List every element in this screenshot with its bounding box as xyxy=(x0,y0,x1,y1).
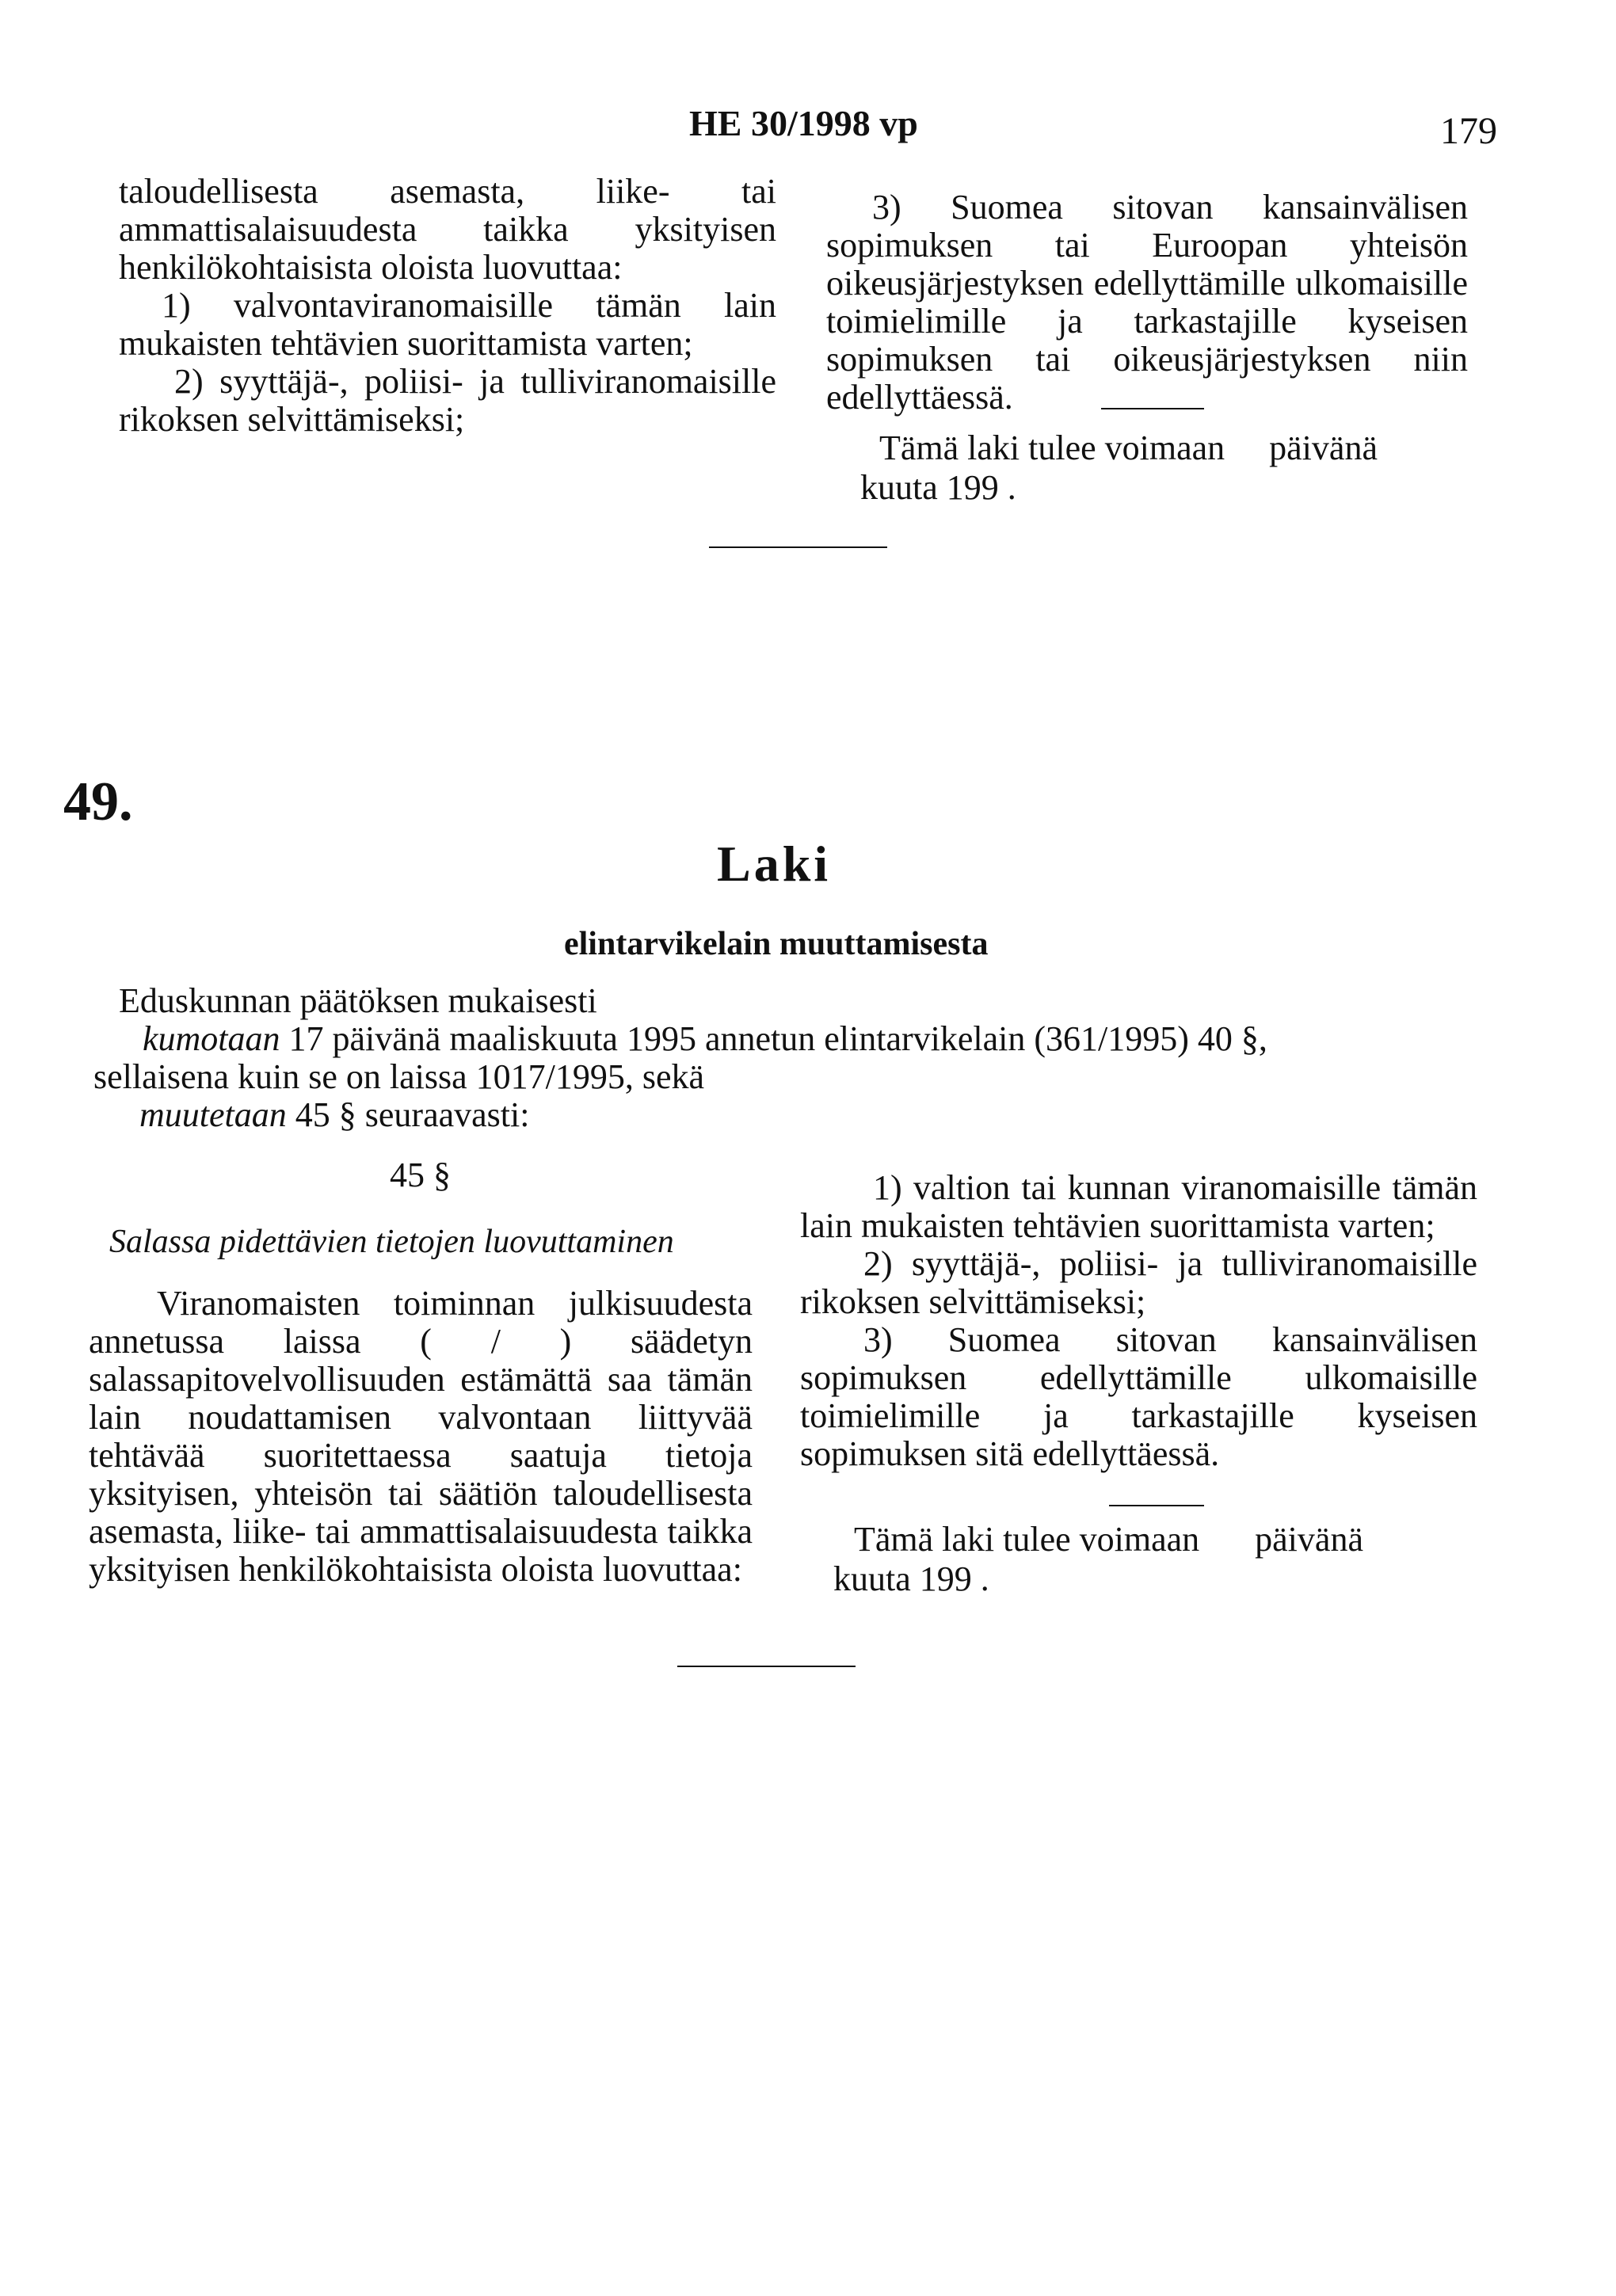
effect-text-b: päivänä xyxy=(1269,428,1378,467)
section-45-number: 45 § xyxy=(390,1156,451,1194)
bottom-right-effect-line xyxy=(854,1521,1363,1559)
preamble-line-2 xyxy=(143,1020,1267,1058)
top-left-column xyxy=(119,173,776,439)
top-right-column xyxy=(826,188,1468,417)
effect-text-b-2: päivänä xyxy=(1255,1520,1363,1559)
page-number: 179 xyxy=(1440,110,1497,152)
section-number: 49. xyxy=(63,771,133,832)
bottom-right-item-3: 3) Suomea sitovan kansainvälisen sopimuksen edellyttämille ulkomaisille toimielimille ja tarkastajille kyseisen sopimuksen sitä edellyttäessä. xyxy=(800,1320,1477,1473)
top-left-item-2: 2) syyttäjä-, poliisi- ja tulliviranomaisille rikoksen selvittämiseksi; xyxy=(119,362,776,439)
law-title: Laki xyxy=(717,836,832,892)
preamble-line-3: sellaisena kuin se on laissa 1017/1995, sekä xyxy=(93,1057,705,1096)
preamble-line-4-rest: 45 § seuraavasti: xyxy=(286,1095,530,1134)
preamble-line-1: Eduskunnan päätöksen mukaisesti xyxy=(119,981,597,1020)
bottom-right-item-2: 2) syyttäjä-, poliisi- ja tulliviranomaisille rikoksen selvittämiseksi; xyxy=(800,1244,1477,1321)
law-subtitle: elintarvikelain muuttamisesta xyxy=(564,926,989,962)
bottom-right-column xyxy=(800,1169,1477,1473)
section-45-para: Viranomaisten toiminnan julkisuudesta annetussa laissa ( / ) säädetyn salassapitovelvollisuuden estämättä saa tämän lain noudattamisen valvontaan liittyvää tehtävää suoritettaessa saatuja tietoja yksityisen, yhteisön tai säätiön taloudellisesta asemasta, liike- tai ammattisalaisuudesta taikka yksityisen henkilökohtaisista oloista luovuttaa: xyxy=(89,1284,753,1589)
preamble-muutetaan: muutetaan xyxy=(139,1095,287,1134)
effect-text-a: Tämä laki tulee voimaan xyxy=(879,428,1225,467)
preamble-line-4 xyxy=(139,1096,529,1134)
preamble-line-2-rest: 17 päivänä maaliskuuta 1995 annetun elintarvikelain (361/1995) 40 §, xyxy=(280,1019,1267,1058)
effect-text-a-2: Tämä laki tulee voimaan xyxy=(854,1520,1200,1559)
top-left-para-1: taloudellisesta asemasta, liike- tai ammattisalaisuudesta taikka yksityisen henkilökohtaisista oloista luovuttaa: xyxy=(119,172,776,287)
top-right-item-3: 3) Suomea sitovan kansainvälisen sopimuksen tai Euroopan yhteisön oikeusjärjestyksen edellyttämille ulkomaisille toimielimille ja tarkastajille kyseisen sopimuksen tai oikeusjärjestyksen niin edellyttäessä. xyxy=(826,188,1468,417)
top-right-short-rule xyxy=(1101,408,1204,409)
bottom-left-column xyxy=(89,1285,753,1589)
top-divider-rule xyxy=(709,546,887,548)
top-right-effect-kuuta: kuuta 199 . xyxy=(860,468,1016,507)
bottom-divider-rule xyxy=(677,1666,856,1667)
bottom-right-effect-kuuta: kuuta 199 . xyxy=(833,1559,989,1598)
section-45-heading: Salassa pidettävien tietojen luovuttaminen xyxy=(109,1224,674,1260)
page-header-title: HE 30/1998 vp xyxy=(689,103,918,143)
top-left-item-1: 1) valvontaviranomaisille tämän lain mukaisten tehtävien suorittamista varten; xyxy=(119,286,776,363)
bottom-right-short-rule xyxy=(1109,1505,1204,1506)
preamble-kumotaan: kumotaan xyxy=(143,1019,280,1058)
top-right-effect-line xyxy=(879,429,1378,467)
bottom-right-item-1: 1) valtion tai kunnan viranomaisille tämän lain mukaisten tehtävien suorittamista varten; xyxy=(800,1168,1477,1245)
